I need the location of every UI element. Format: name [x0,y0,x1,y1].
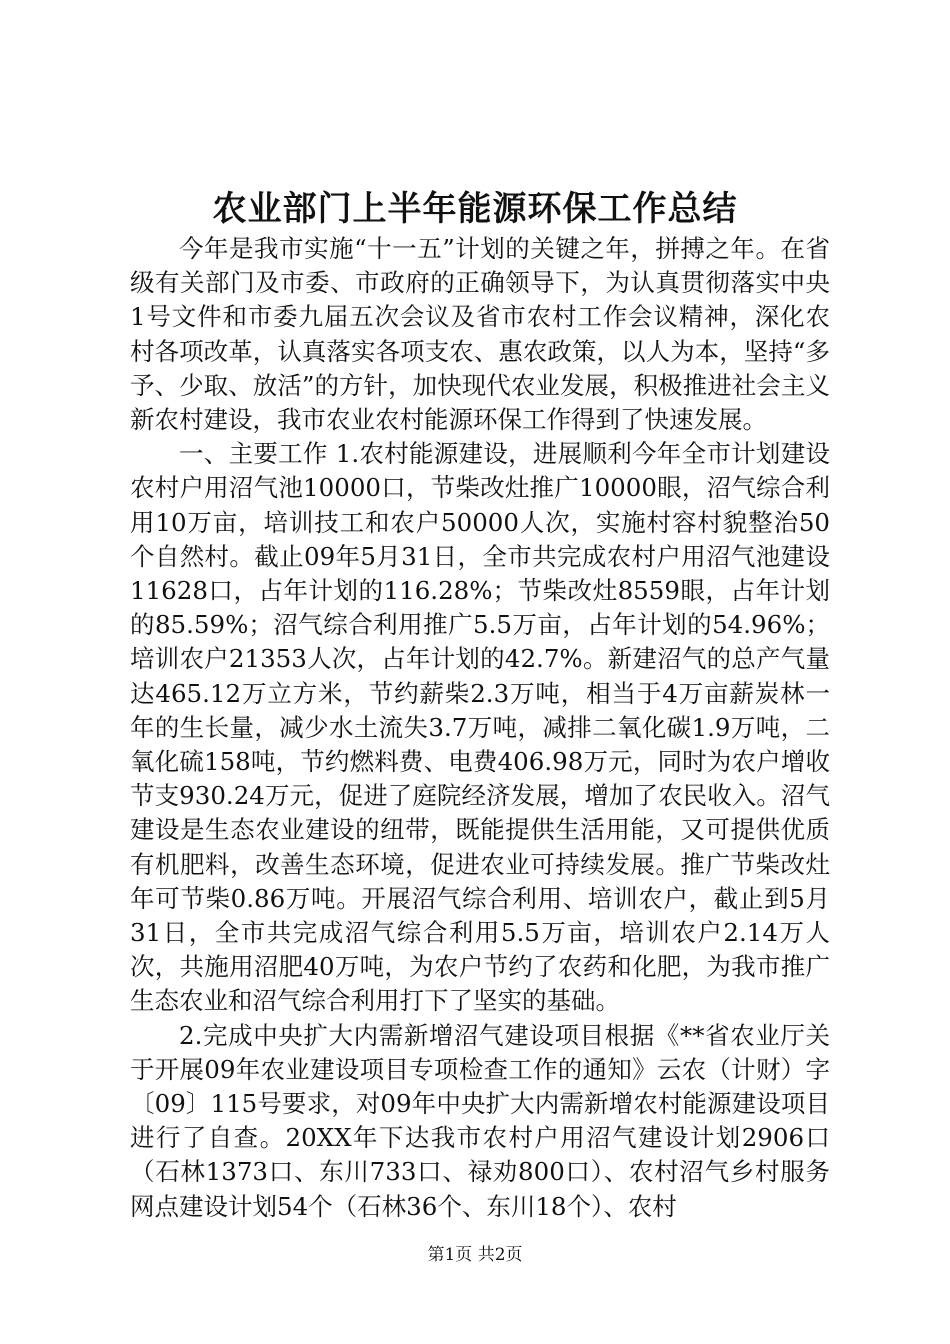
page-footer: 第1页 共2页 [427,1245,523,1265]
paragraph-project: 2.完成中央扩大内需新增沼气建设项目根据《**省农业厅关于开展09年农业建设项目专项检查工作的通知》云农（计财）字〔09〕115号要求，对09年中央扩大内需新增农村能源建设项目进行了自查。20XX年下达我市农村户用沼气建设计划2906口（石林1373口、东川733口、禄劝800口）、农村沼气乡村服务网点建设计划54个（石林36个、东川18个）、农村 [130,1020,830,1221]
paragraph-intro: 今年是我市实施“十一五”计划的关键之年，拼搏之年。在省级有关部门及市委、市政府的正确领导下，为认真贯彻落实中央1号文件和市委九届五次会议及省市农村工作会议精神，深化农村各项改革，认真落实各项支农、惠农政策，以人为本，坚持“多予、少取、放活”的方针，加快现代农业发展，积极推进社会主义新农村建设，我市农业农村能源环保工作得到了快速发展。 [130,234,830,435]
document-body [130,232,830,1224]
paragraph-main-work: 一、主要工作 1.农村能源建设，进展顺利今年全市计划建设农村户用沼气池10000口，节柴改灶推广10000眼，沼气综合利用10万亩，培训技工和农户50000人次，实施村容村貌整治50个自然村。截止09年5月31日，全市共完成农村户用沼气池建设11628口，占年计划的116.28%；节柴改灶8559眼，占年计划的85.59%；沼气综合利用推广5.5万亩，占年计划的54.96%；培训农户21353人次，占年计划的42.7%。新建沼气的总产气量达465.12万立方米，节约薪柴2.3万吨，相当于4万亩薪炭林一年的生长量，减少水土流失3.7万吨，减排二氧化碳1.9万吨，二氧化硫158吨，节约燃料费、电费406.98万元，同时为农户增收节支930.24万元，促进了庭院经济发展，增加了农民收入。沼气建设是生态农业建设的纽带，既能提供生活用能，又可提供优质有机肥料，改善生态环境，促进农业可持续发展。推广节柴改灶年可节柴0.86万吨。开展沼气综合利用、培训农户，截止到5月31日，全市共完成沼气综合利用5.5万亩，培训农户2.14万人次，共施用沼肥40万吨，为农户节约了农药和化肥，为我市推广生态农业和沼气综合利用打下了坚实的基础。 [130,439,830,1016]
document-title: 农业部门上半年能源环保工作总结 [212,189,738,229]
